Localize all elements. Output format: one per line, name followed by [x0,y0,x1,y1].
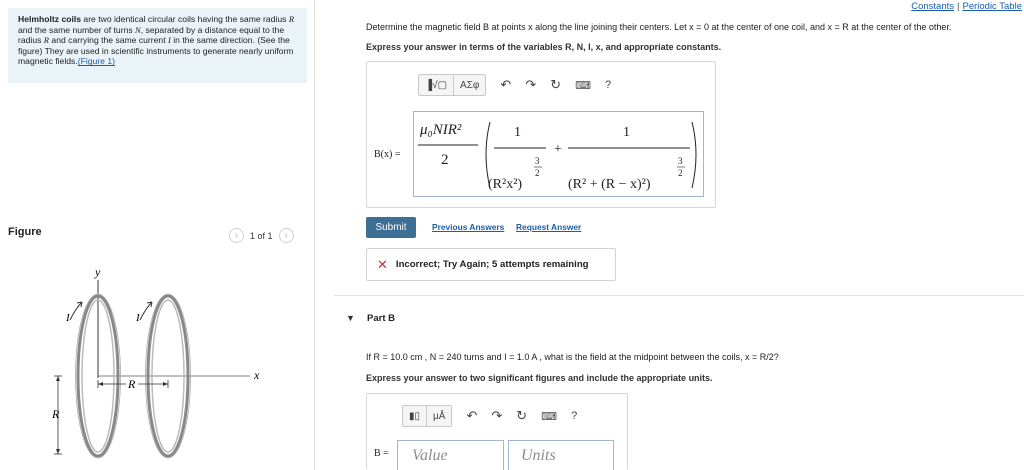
var-i: I [167,35,171,46]
intro-text: in the same direction. (See the figure) They are used in scientific instruments to generate nearly uniform magnetic fields. [18,35,294,67]
constants-link[interactable]: Constants [911,1,955,12]
help-button[interactable]: ? [604,79,612,91]
expression-render [414,112,703,196]
undo-icon[interactable]: ↶ [466,408,478,423]
templates-button[interactable]: ▐√▢ [425,79,448,91]
chevron-left-icon[interactable]: ‹ [229,228,244,243]
problem-intro [8,8,307,83]
redo-icon[interactable]: ↷ [525,77,537,92]
greek-symbols-button[interactable]: ΑΣφ [453,75,485,95]
var-n: N [135,24,141,35]
part-b-toolbar [402,405,577,427]
prefactor-denominator: 2 [441,152,449,168]
feedback-message [366,248,616,281]
y-axis-label: y [95,265,101,279]
term1-denominator: (R²x²) [488,177,523,192]
part-divider [334,295,1024,296]
part-a-toolbar [418,74,611,96]
var-r: R [43,35,50,46]
prefactor-numerator: μ₀NIR² [420,122,462,138]
term2-exponent-den: 2 [678,168,683,178]
intro-text: and carrying the same current [49,35,168,46]
term2-numerator: 1 [623,125,630,140]
part-a-expression-input[interactable] [413,111,704,197]
part-b-instructions: Express your answer to two significant figures and include the appropriate units. [366,373,713,383]
help-button[interactable]: ? [571,410,578,422]
plus-sign: + [554,142,562,157]
math-template-group [418,74,486,96]
resource-links [911,1,1022,12]
units-button[interactable]: μÅ [426,406,451,426]
request-answer-link[interactable]: Request Answer [516,222,582,232]
part-a-answer-label: B(x) = [374,149,401,160]
part-a-instructions: Express your answer in terms of the variables R, N, I, x, and appropriate constants. [366,42,722,52]
submit-button[interactable]: Submit [366,217,416,238]
redo-icon[interactable]: ↷ [491,408,503,423]
caret-down-icon[interactable]: ▼ [346,313,355,323]
x-mark-icon: ✕ [377,256,388,272]
figure-heading: Figure [8,226,42,238]
part-b-prompt: If R = 10.0 cm , N = 240 turns and I = 1.0 A , what is the field at the midpoint between the coils, x = R/2? [366,352,779,362]
radius-label: R [52,407,60,421]
term2-denominator: (R² + (R − x)²) [568,177,651,192]
reset-icon[interactable]: ↻ [516,408,528,423]
figure-link[interactable]: (Figure 1) [77,56,115,67]
current-arrow-right [140,302,152,320]
previous-answers-link[interactable]: Previous Answers [432,222,505,232]
part-b-answer-label: B = [374,448,389,459]
term1-exponent-num: 3 [535,156,540,166]
panel-divider [314,0,315,470]
chevron-right-icon[interactable]: › [279,228,294,243]
current-label-right: I [136,312,140,324]
part-b-title[interactable]: Part B [367,313,395,324]
undo-icon[interactable]: ↶ [500,77,512,92]
figure-pager-text: 1 of 1 [250,230,273,241]
x-axis-label: x [254,368,260,382]
units-template-group [402,405,452,427]
keyboard-icon[interactable]: ⌨ [575,79,591,92]
current-label-left: I [66,312,70,324]
helmholtz-coils-figure [40,258,280,470]
value-input[interactable]: Value [397,440,504,470]
part-a-prompt: Determine the magnetic field B at points x along the line joining their centers. Let x = 0 at the center of one coil, and x = R at the center of the other. [366,22,952,32]
periodic-table-link[interactable]: Periodic Table [962,1,1022,12]
keyboard-icon[interactable]: ⌨ [541,410,558,423]
reset-icon[interactable]: ↻ [550,77,562,92]
units-input[interactable]: Units [508,440,614,470]
separation-label: R [128,377,136,391]
intro-text: and the same number of turns [18,24,136,35]
intro-lead: Helmholtz coils [18,14,82,24]
term1-numerator: 1 [514,125,521,140]
feedback-text: Incorrect; Try Again; 5 attempts remaining [395,259,589,270]
term2-exponent-num: 3 [678,156,683,166]
term1-exponent-den: 2 [535,168,540,178]
figure-pager [229,228,294,243]
links-separator: | [957,1,960,12]
var-r: R [288,14,295,24]
current-arrow-left [70,302,82,320]
intro-text: , separated by a distance equal to the radius [18,24,285,46]
templates-button[interactable]: ▮▯ [409,410,421,422]
intro-text: are two identical circular coils having the same radius [81,14,289,24]
